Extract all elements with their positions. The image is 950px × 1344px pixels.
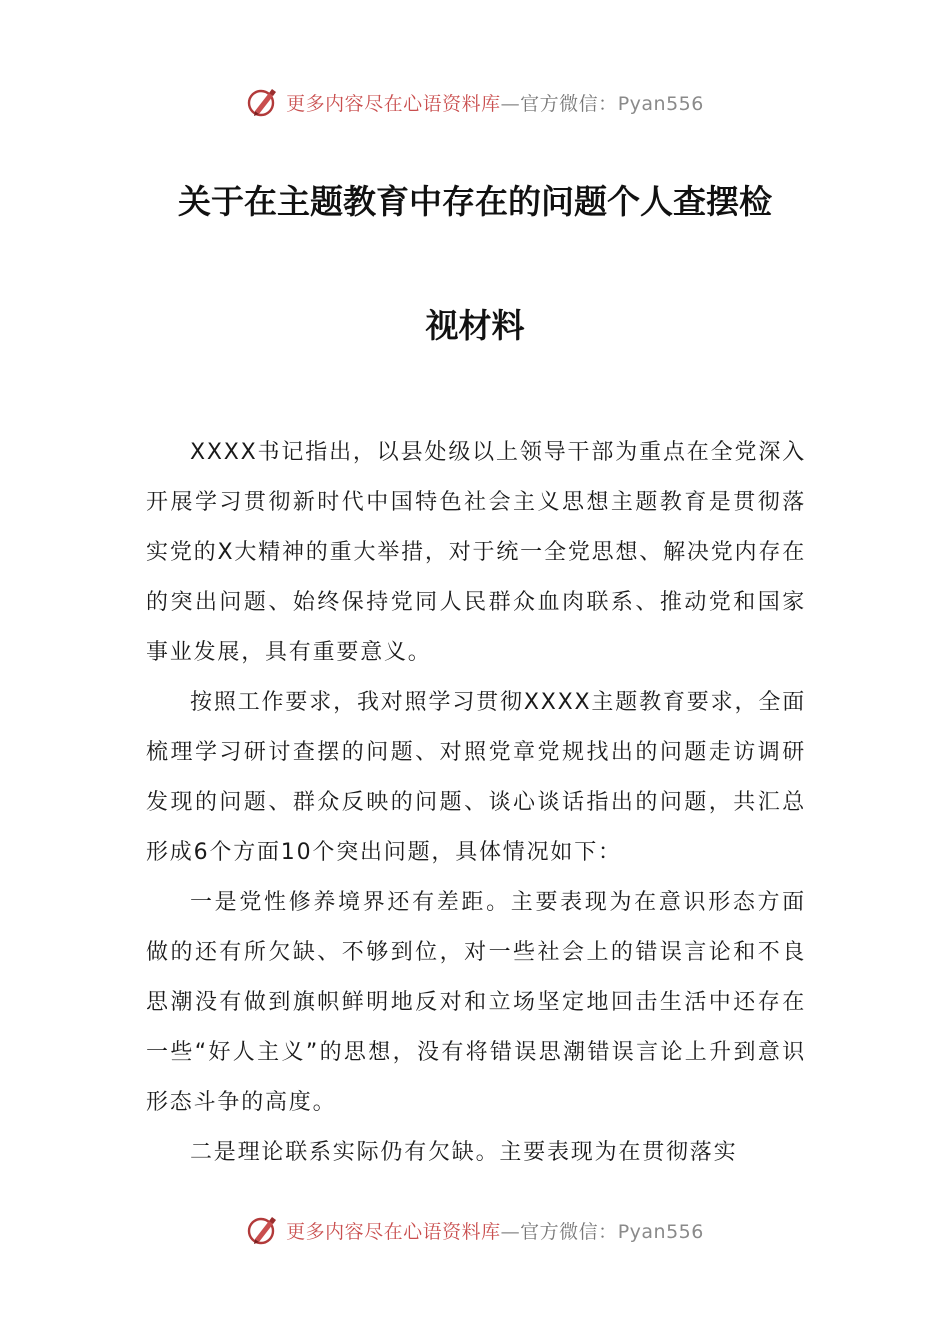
paragraph-1: XXXX书记指出，以县处级以上领导干部为重点在全党深入开展学习贯彻新时代中国特色社会主义思想主题教育是贯彻落实党的X大精神的重大举措，对于统一全党思想、解决党内存在的突出问题、始终保持党同人民群众血肉联系、推动党和国家事业发展，具有重要意义。 xyxy=(146,440,806,665)
pen-logo-icon xyxy=(246,85,280,119)
document-title-line-1: 关于在主题教育中存在的问题个人查摆检 xyxy=(178,182,772,221)
watermark-text xyxy=(286,89,704,116)
watermark-text xyxy=(286,1217,704,1244)
watermark-dash: — xyxy=(500,92,521,115)
footer-watermark xyxy=(0,1210,950,1250)
watermark-official: 官方微信： xyxy=(520,1220,618,1243)
header-watermark xyxy=(0,82,950,122)
document-body xyxy=(146,428,806,1178)
paragraph-4: 二是理论联系实际仍有欠缺。主要表现为在贯彻落实 xyxy=(190,1140,738,1165)
watermark-dash: — xyxy=(500,1220,521,1243)
document-title-line-2: 视材料 xyxy=(425,306,525,345)
paragraph-2: 按照工作要求，我对照学习贯彻XXXX主题教育要求，全面梳理学习研讨查摆的问题、对照党章党规找出的问题走访调研发现的问题、群众反映的问题、谈心谈话指出的问题，共汇总形成6个方面10个突出问题，具体情况如下： xyxy=(146,690,806,865)
watermark-id: Pyan556 xyxy=(617,1220,704,1243)
watermark-id: Pyan556 xyxy=(617,92,704,115)
pen-logo-icon xyxy=(246,1213,280,1247)
paragraph-3: 一是党性修养境界还有差距。主要表现为在意识形态方面做的还有所欠缺、不够到位，对一些社会上的错误言论和不良思潮没有做到旗帜鲜明地反对和立场坚定地回击生活中还存在一些“好人主义”的思想，没有将错误思潮错误言论上升到意识形态斗争的高度。 xyxy=(146,890,806,1115)
watermark-prefix: 更多内容尽在心语资料库 xyxy=(286,92,501,115)
watermark-official: 官方微信： xyxy=(520,92,618,115)
watermark-prefix: 更多内容尽在心语资料库 xyxy=(286,1220,501,1243)
